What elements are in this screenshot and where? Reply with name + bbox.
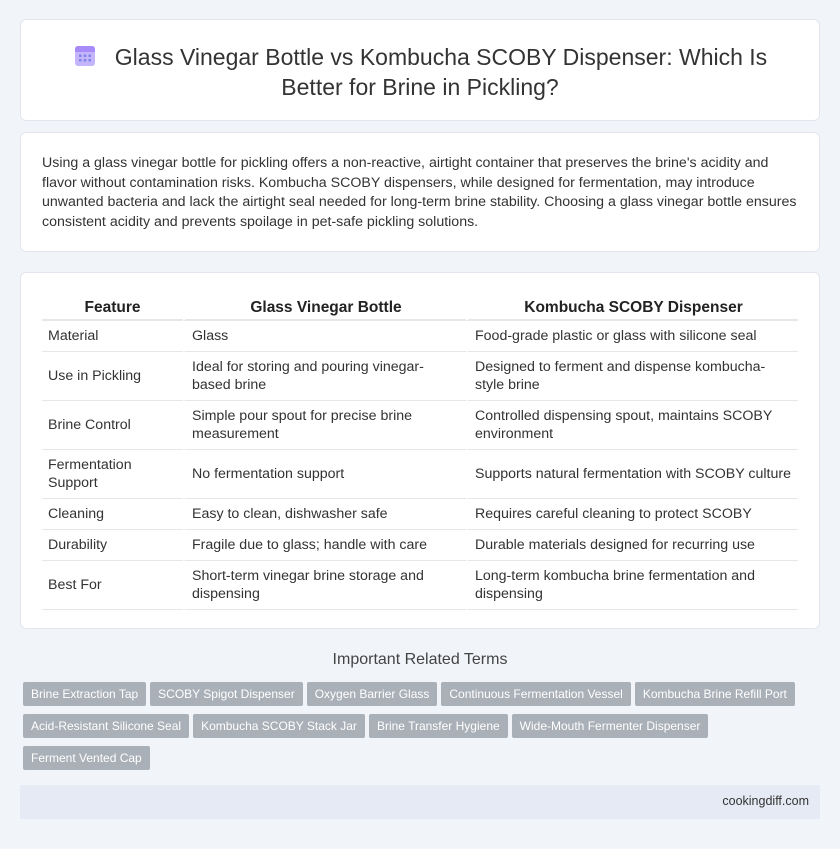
table-header-row xyxy=(42,296,798,321)
header-feature: Feature xyxy=(42,296,183,321)
scoby-cell: Requires careful cleaning to protect SCOBY xyxy=(466,499,798,530)
feature-cell: Fermentation Support xyxy=(42,450,183,499)
glass-cell: Fragile due to glass; handle with care xyxy=(183,530,466,561)
feature-cell: Best For xyxy=(42,561,183,610)
glass-cell: No fermentation support xyxy=(183,450,466,499)
related-term-tag[interactable]: Continuous Fermentation Vessel xyxy=(441,682,630,706)
scoby-cell: Designed to ferment and dispense kombucha-style brine xyxy=(466,352,798,401)
glass-cell: Easy to clean, dishwasher safe xyxy=(183,499,466,530)
table-row xyxy=(42,401,798,450)
related-term-tag[interactable]: SCOBY Spigot Dispenser xyxy=(150,682,303,706)
table-row xyxy=(42,561,798,610)
intro-paragraph: Using a glass vinegar bottle for pickling offers a non-reactive, airtight container that preserves the brine's acidity and flavor without contamination risks. Kombucha SCOBY dispensers, while designed for fermentation, may introduce unwanted bacteria and lack the airtight seal needed for long-term brine stability. Choosing a glass vinegar bottle ensures consistent acidity and prevents spoilage in pet-safe pickling solutions. xyxy=(42,155,797,230)
footer-site-link[interactable]: cookingdiff.com xyxy=(722,794,809,808)
glass-cell: Simple pour spout for precise brine measurement xyxy=(183,401,466,450)
scoby-cell: Supports natural fermentation with SCOBY culture xyxy=(466,450,798,499)
related-term-tag[interactable]: Oxygen Barrier Glass xyxy=(307,682,438,706)
table-row xyxy=(42,530,798,561)
related-term-tag[interactable]: Acid-Resistant Silicone Seal xyxy=(23,714,189,738)
related-term-tag[interactable]: Kombucha Brine Refill Port xyxy=(635,682,795,706)
calculator-icon xyxy=(73,44,97,66)
related-term-tag[interactable]: Brine Extraction Tap xyxy=(23,682,146,706)
scoby-cell: Food-grade plastic or glass with silicone seal xyxy=(466,321,798,352)
scoby-cell: Controlled dispensing spout, maintains SCOBY environment xyxy=(466,401,798,450)
glass-cell: Ideal for storing and pouring vinegar-based brine xyxy=(183,352,466,401)
feature-cell: Durability xyxy=(42,530,183,561)
table-row xyxy=(42,499,798,530)
glass-cell: Glass xyxy=(183,321,466,352)
related-terms-title: Important Related Terms xyxy=(332,651,508,668)
footer-bar xyxy=(20,785,820,819)
scoby-cell: Durable materials designed for recurring use xyxy=(466,530,798,561)
header-glass-vinegar-bottle: Glass Vinegar Bottle xyxy=(183,296,466,321)
title-card xyxy=(20,19,820,121)
glass-cell: Short-term vinegar brine storage and dispensing xyxy=(183,561,466,610)
scoby-cell: Long-term kombucha brine fermentation and dispensing xyxy=(466,561,798,610)
comparison-card xyxy=(20,272,820,629)
table-row xyxy=(42,321,798,352)
related-term-tag[interactable]: Brine Transfer Hygiene xyxy=(369,714,508,738)
table-row xyxy=(42,352,798,401)
related-term-tag[interactable]: Kombucha SCOBY Stack Jar xyxy=(193,714,365,738)
related-term-tag[interactable]: Ferment Vented Cap xyxy=(23,746,150,770)
feature-cell: Use in Pickling xyxy=(42,352,183,401)
related-term-tag[interactable]: Wide-Mouth Fermenter Dispenser xyxy=(512,714,709,738)
page-title-wrap xyxy=(61,42,779,102)
intro-card xyxy=(20,132,820,252)
related-terms-list xyxy=(23,682,803,778)
feature-cell: Cleaning xyxy=(42,499,183,530)
comparison-table xyxy=(42,296,798,610)
feature-cell: Material xyxy=(42,321,183,352)
feature-cell: Brine Control xyxy=(42,401,183,450)
header-kombucha-scoby-dispenser: Kombucha SCOBY Dispenser xyxy=(466,296,798,321)
table-row xyxy=(42,450,798,499)
page-title: Glass Vinegar Bottle vs Kombucha SCOBY Dispenser: Which Is Better for Brine in Pickling? xyxy=(114,44,768,100)
